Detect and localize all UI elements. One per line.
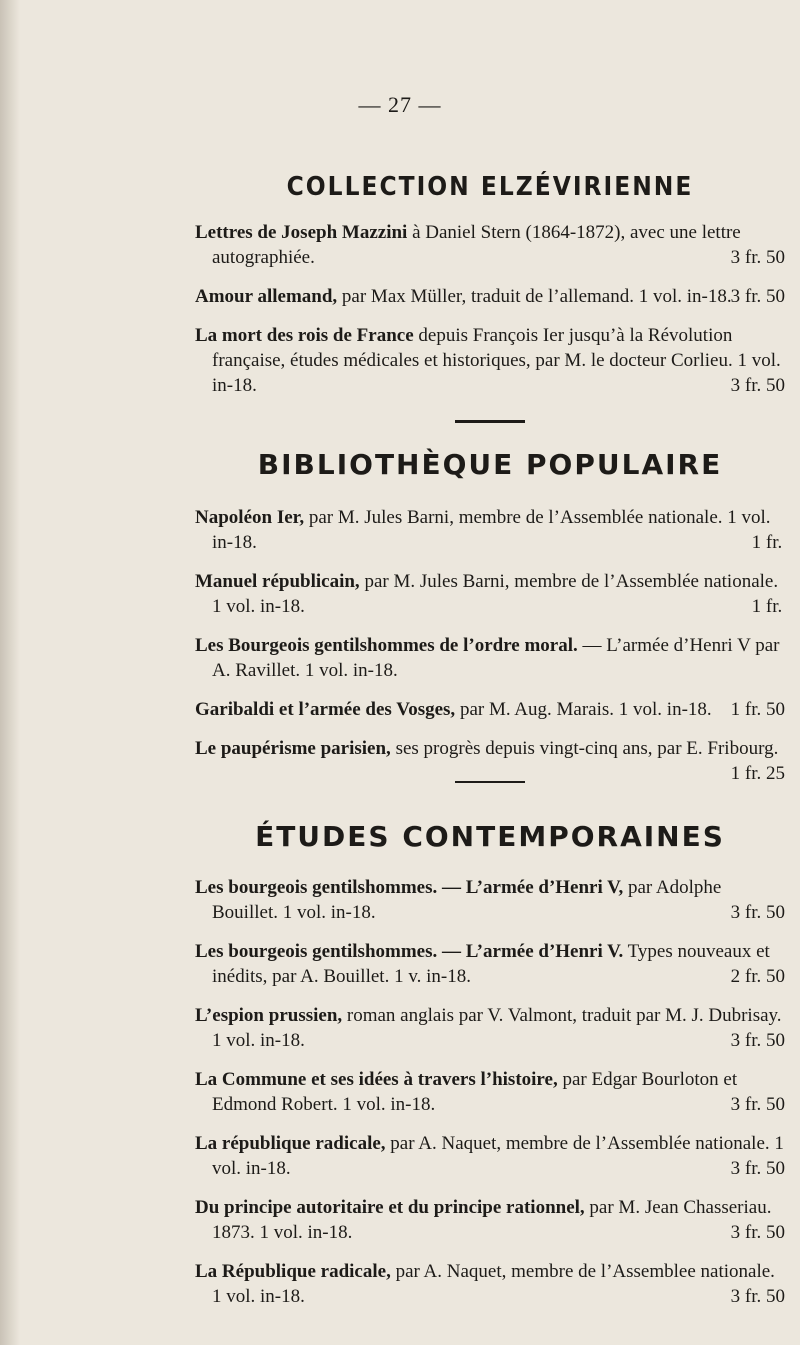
entry-price: 3 fr. 50 [730, 286, 785, 307]
catalog-entry [195, 736, 785, 784]
entry-title: Amour allemand, [195, 286, 338, 307]
entry-text: par M. Aug. Marais. 1 vol. in-18. [455, 699, 712, 720]
entry-price: 3 fr. 50 [730, 1158, 785, 1179]
entry-title: Les bourgeois gentilshommes. — L’armée d’Henri V, [195, 877, 624, 898]
section-title: ÉTUDES CONTEMPORAINES [255, 820, 725, 853]
section-title: COLLECTION ELZÉVIRIENNE [286, 172, 694, 202]
entry-price: 1 fr. 50 [730, 699, 785, 720]
catalog-entry [195, 323, 785, 398]
catalog-entry [195, 1195, 785, 1245]
entry-text: par A. Naquet, membre de l’Assemblée nationale. 1 vol. in-18. [212, 1133, 784, 1179]
entry-price: 3 fr. 50 [730, 247, 785, 268]
entry-title: Napoléon Ier, [195, 507, 305, 528]
entry-price: 3 fr. 50 [730, 1286, 785, 1307]
entry-title: Du principe autoritaire et du principe rationnel, [195, 1197, 585, 1218]
entry-title: Manuel républicain, [195, 571, 360, 592]
catalog-entry [195, 633, 785, 683]
entry-price: 3 fr. 50 [730, 375, 785, 396]
entry-title: Les bourgeois gentilshommes. — L’armée d’Henri V. [195, 941, 624, 962]
entry-title: La République radicale, [195, 1261, 391, 1282]
page-number: — 27 — [358, 92, 442, 117]
entry-price: 1 fr. [751, 596, 783, 617]
entry-title: La Commune et ses idées à travers l’histoire, [195, 1069, 558, 1090]
catalog-entry [195, 220, 785, 270]
entry-price: 1 fr. 25 [730, 763, 785, 784]
entry-price: 3 fr. 50 [730, 1030, 785, 1051]
entry-price: 3 fr. 50 [730, 1094, 785, 1115]
entry-text: ses progrès depuis vingt-cinq ans, par E. Fribourg. [390, 738, 779, 759]
entry-text: par M. Jules Barni, membre de l’Assemblée nationale. 1 vol. in-18. [212, 571, 779, 617]
section-bibliotheque-populaire [195, 448, 785, 786]
entry-text: par M. Jules Barni, membre de l’Assemblée nationale. 1 vol. in-18. [212, 507, 771, 553]
section-title: BIBLIOTHÈQUE POPULAIRE [257, 448, 723, 481]
catalog-entry [195, 569, 785, 619]
entry-text: roman anglais par V. Valmont, traduit par M. J. Dubrisay. 1 vol. in-18. [212, 1005, 782, 1051]
entry-text: depuis François Ier jusqu’à la Révolution française, études médicales et historiques, par M. le docteur Corlieu. 1 vol. in-18. [212, 325, 781, 396]
catalog-entry [195, 875, 785, 925]
section-etudes-contemporaines [195, 820, 785, 1323]
catalog-entry [195, 697, 785, 722]
entry-price: 1 fr. [751, 532, 783, 553]
entry-title: Les Bourgeois gentilshommes de l’ordre moral. [195, 635, 578, 656]
entry-text: — L’armée d’Henri V par A. Ravillet. 1 vol. in-18. [212, 635, 780, 681]
catalog-entry [195, 1131, 785, 1181]
catalog-entry [195, 1067, 785, 1117]
entry-title: Garibaldi et l’armée des Vosges, [195, 699, 456, 720]
entry-price: 2 fr. 50 [730, 966, 785, 987]
catalog-entry [195, 1259, 785, 1309]
section-divider [455, 420, 525, 423]
catalog-entry [195, 1003, 785, 1053]
entry-title: Lettres de Joseph Mazzini [195, 222, 408, 243]
entry-text: par Adolphe Bouillet. 1 vol. in-18. [212, 877, 722, 923]
entry-text: par M. Jean Chasseriau. 1873. 1 vol. in-18. [212, 1197, 772, 1243]
catalog-entry [195, 505, 785, 555]
entry-price: 3 fr. 50 [730, 902, 785, 923]
section-collection-elzevirienne [195, 172, 785, 423]
catalog-entry [195, 939, 785, 989]
entry-title: L’espion prussien, [195, 1005, 343, 1026]
entry-price: 3 fr. 50 [730, 1222, 785, 1243]
section-divider [455, 781, 525, 783]
entry-title: La république radicale, [195, 1133, 386, 1154]
entry-text: par Max Müller, traduit de l’allemand. 1 vol. in-18. [337, 286, 732, 307]
catalog-entry [195, 284, 785, 309]
entry-title: La mort des rois de France [195, 325, 414, 346]
page-edge-shadow [0, 0, 20, 1345]
entry-text: Types nouveaux et inédits, par A. Bouillet. 1 v. in-18. [212, 941, 770, 987]
entry-title: Le paupérisme parisien, [195, 738, 391, 759]
entry-text: par Edgar Bourloton et Edmond Robert. 1 vol. in-18. [212, 1069, 738, 1115]
entry-text: par A. Naquet, membre de l’Assemblee nationale. 1 vol. in-18. [212, 1261, 775, 1307]
entry-text: à Daniel Stern (1864-1872), avec une lettre autographiée. [212, 222, 741, 268]
